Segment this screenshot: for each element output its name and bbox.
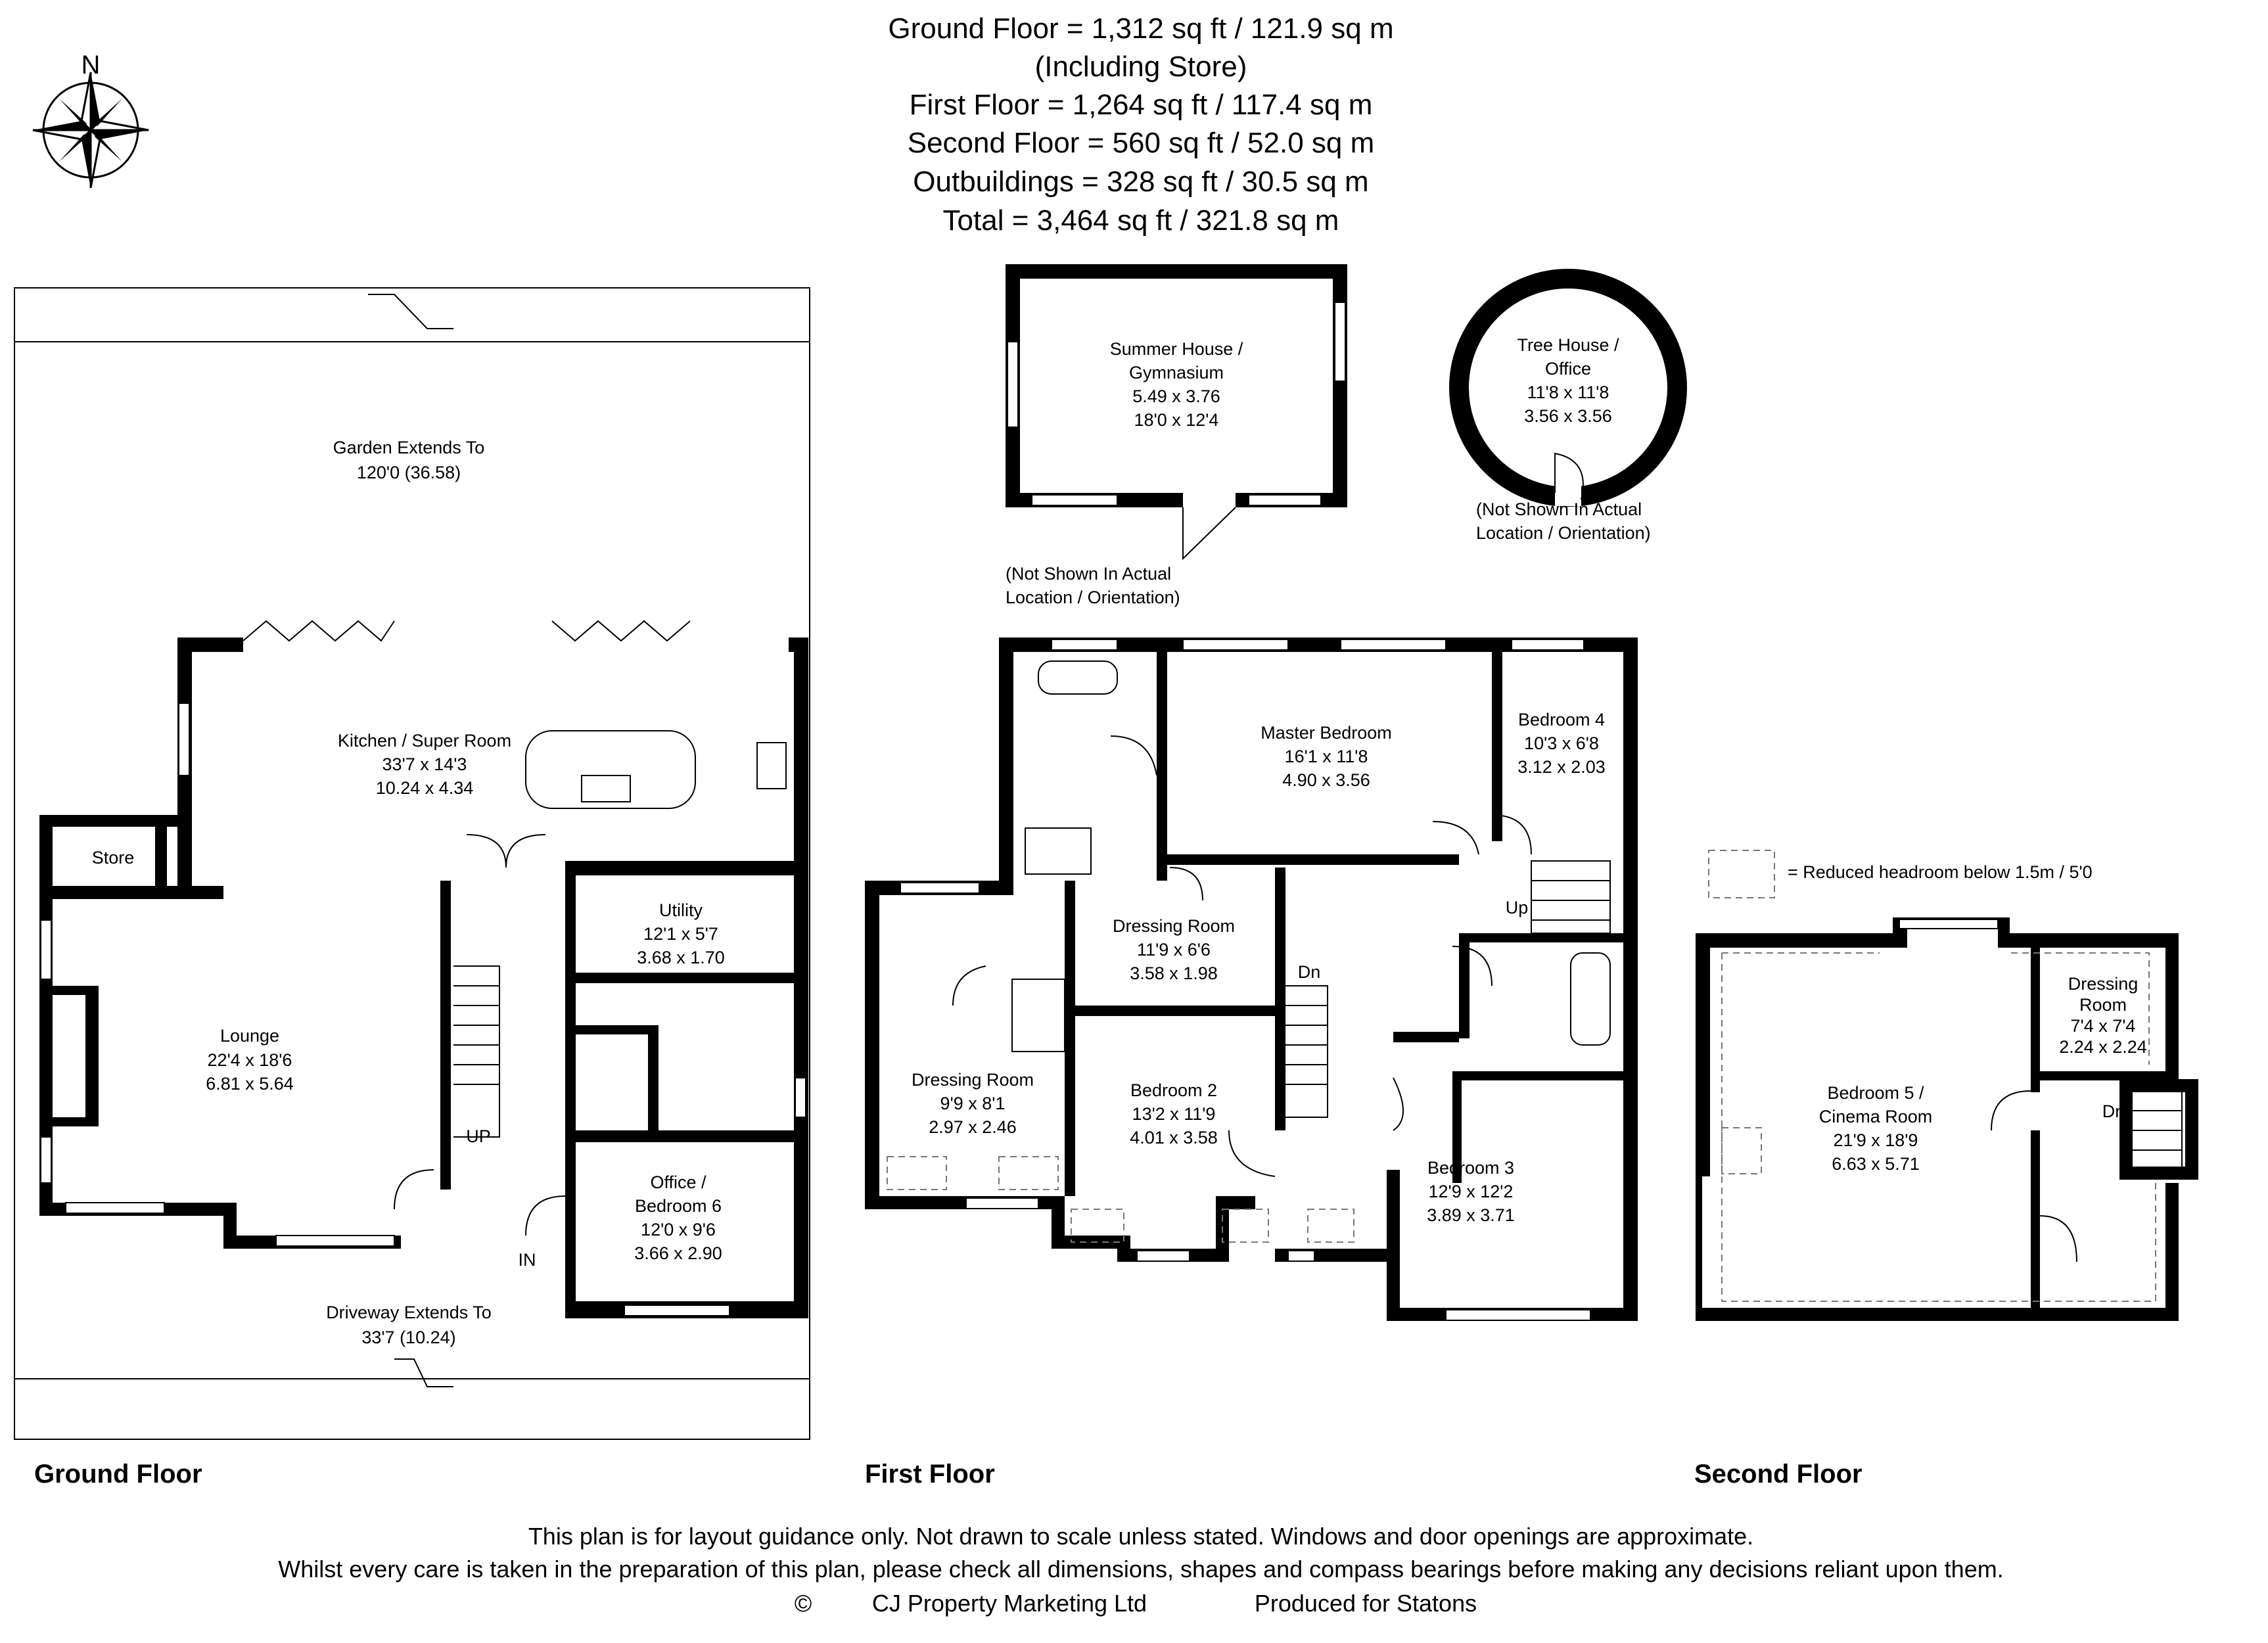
credit-produced: Produced for Statons <box>1254 1590 1477 1617</box>
lounge-dim-metric: 6.81 x 5.64 <box>206 1074 294 1094</box>
disclaimer-line-2: Whilst every care is taken in the preparation of this plan, please check all dimensions, shapes and compass bearings before making any decisions reliant upon them. <box>278 1556 2004 1583</box>
up-marker-ground: UP <box>466 1126 491 1146</box>
bedroom-4-dim-imperial: 10'3 x 6'8 <box>1524 733 1599 753</box>
dressing-room-2-label: Dressing Room <box>911 1070 1034 1090</box>
credit-company: CJ Property Marketing Ltd <box>871 1590 1147 1617</box>
bedroom-2-label: Bedroom 2 <box>1130 1080 1218 1100</box>
disclaimer-line-1: This plan is for layout guidance only. Not drawn to scale unless stated. Windows and door openings are approximate. <box>528 1523 1754 1550</box>
driveway-label: Driveway Extends To <box>326 1303 492 1322</box>
office-dim-metric: 3.66 x 2.90 <box>634 1243 722 1263</box>
copyright-symbol: © <box>794 1590 812 1617</box>
summer-house-note: (Not Shown In Actual <box>1006 564 1172 584</box>
dn-marker-first: Dn <box>1297 962 1321 982</box>
garden-dimension: 120'0 (36.58) <box>356 463 461 482</box>
dn-marker-second: Dn <box>2102 1101 2125 1121</box>
tree-house-dim-imperial: 11'8 x 11'8 <box>1527 382 1609 402</box>
area-including-store: (Including Store) <box>1034 51 1247 83</box>
tree-house-note-2: Location / Orientation) <box>1476 523 1651 543</box>
area-second: Second Floor = 560 sq ft / 52.0 sq m <box>907 127 1375 159</box>
dressing-room-2-dim-imperial: 9'9 x 8'1 <box>940 1094 1006 1113</box>
office-label: Office / <box>650 1172 706 1192</box>
summer-house-dim-imperial: 18'0 x 12'4 <box>1134 410 1219 430</box>
summer-house-label: Summer House / <box>1109 339 1243 359</box>
dressing-room-1-dim-metric: 3.58 x 1.98 <box>1130 963 1218 983</box>
reduced-headroom-legend: = Reduced headroom below 1.5m / 5'0 <box>1788 862 2093 882</box>
kitchen-dim-metric: 10.24 x 4.34 <box>375 778 474 798</box>
second-floor-plan <box>1696 850 2198 1321</box>
store-label: Store <box>91 848 135 868</box>
office-label-2: Bedroom 6 <box>634 1196 722 1216</box>
bedroom-4-label: Bedroom 4 <box>1517 710 1606 729</box>
summer-house-dim-metric: 5.49 x 3.76 <box>1132 386 1220 406</box>
master-bedroom-dim-imperial: 16'1 x 11'8 <box>1284 747 1368 766</box>
in-marker: IN <box>518 1250 536 1270</box>
utility-dim-metric: 3.68 x 1.70 <box>637 948 725 967</box>
compass-icon <box>33 72 149 188</box>
office-dim-imperial: 12'0 x 9'6 <box>641 1220 716 1239</box>
ground-floor-title: Ground Floor <box>34 1460 202 1489</box>
dressing-room-3-label: Dressing <box>2068 974 2139 994</box>
area-outbuildings: Outbuildings = 328 sq ft / 30.5 sq m <box>913 166 1369 198</box>
tree-house-label: Tree House / <box>1517 335 1619 355</box>
master-bedroom-label: Master Bedroom <box>1261 723 1392 743</box>
dressing-room-3-dim-metric: 2.24 x 2.24 <box>2059 1037 2147 1057</box>
area-first: First Floor = 1,264 sq ft / 117.4 sq m <box>909 89 1373 121</box>
bedroom-5-label: Bedroom 5 / <box>1827 1083 1924 1103</box>
bedroom-4-dim-metric: 3.12 x 2.03 <box>1517 757 1606 777</box>
kitchen-label: Kitchen / Super Room <box>337 731 512 751</box>
first-floor-plan <box>865 637 1638 1321</box>
tree-house-dim-metric: 3.56 x 3.56 <box>1524 406 1612 426</box>
dressing-room-2-dim-metric: 2.97 x 2.46 <box>929 1117 1017 1137</box>
utility-label: Utility <box>659 900 703 920</box>
compass-north-label: N <box>81 51 101 80</box>
summer-house-label-2: Gymnasium <box>1128 363 1224 382</box>
bedroom-3-label: Bedroom 3 <box>1427 1158 1515 1178</box>
area-ground: Ground Floor = 1,312 sq ft / 121.9 sq m <box>888 12 1394 45</box>
summer-house-note-2: Location / Orientation) <box>1006 588 1180 607</box>
bedroom-5-dim-imperial: 21'9 x 18'9 <box>1833 1130 1918 1150</box>
dressing-room-3-label-2: Room <box>2079 995 2127 1015</box>
kitchen-dim-imperial: 33'7 x 14'3 <box>382 754 467 774</box>
reduced-headroom-legend-swatch <box>1709 850 1774 898</box>
up-marker-first: Up <box>1505 898 1529 917</box>
tree-house-label-2: Office <box>1544 359 1592 379</box>
bedroom-3-dim-metric: 3.89 x 3.71 <box>1427 1205 1515 1225</box>
area-summary <box>888 12 1393 237</box>
lounge-label: Lounge <box>220 1026 280 1046</box>
first-floor-title: First Floor <box>865 1460 995 1489</box>
second-floor-title: Second Floor <box>1694 1460 1863 1489</box>
bedroom-2-dim-metric: 4.01 x 3.58 <box>1130 1128 1218 1147</box>
bedroom-2-dim-imperial: 13'2 x 11'9 <box>1132 1104 1216 1124</box>
area-total: Total = 3,464 sq ft / 321.8 sq m <box>942 204 1339 237</box>
dressing-room-1-dim-imperial: 11'9 x 6'6 <box>1137 940 1211 960</box>
lounge-dim-imperial: 22'4 x 18'6 <box>207 1050 292 1070</box>
dressing-room-3-dim-imperial: 7'4 x 7'4 <box>2070 1016 2136 1036</box>
tree-house-note: (Not Shown In Actual <box>1476 499 1642 519</box>
bedroom-5-dim-metric: 6.63 x 5.71 <box>1832 1154 1920 1174</box>
driveway-dimension: 33'7 (10.24) <box>361 1328 456 1347</box>
bedroom-3-dim-imperial: 12'9 x 12'2 <box>1428 1182 1514 1201</box>
garden-label: Garden Extends To <box>333 438 485 457</box>
dressing-room-1-label: Dressing Room <box>1112 916 1236 936</box>
master-bedroom-dim-metric: 4.90 x 3.56 <box>1282 770 1370 790</box>
utility-dim-imperial: 12'1 x 5'7 <box>643 924 718 944</box>
bedroom-5-label-2: Cinema Room <box>1818 1107 1933 1126</box>
